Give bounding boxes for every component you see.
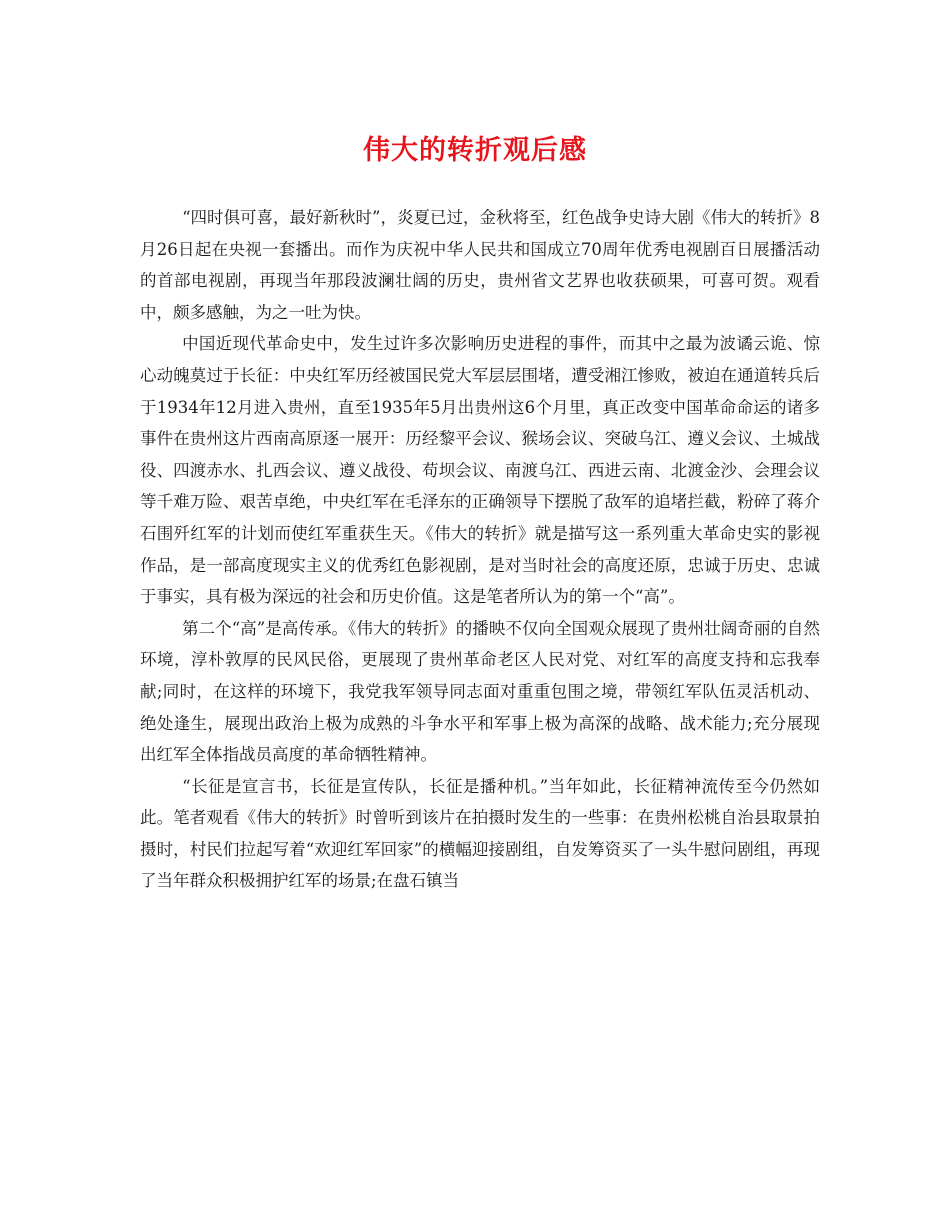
paragraph-3: 第二个“高”是高传承。《伟大的转折》的播映不仅向全国观众展现了贵州壮阔奇丽的自然环境，淳朴敦厚的民风民俗，更展现了贵州革命老区人民对党、对红军的高度支持和忘我奉献;同时，在这样的环境下，我党我军领导同志面对重重包围之境，带领红军队伍灵活机动、绝处逢生，展现出政治上极为成熟的斗争水平和军事上极为高深的战略、战术能力;充分展现出红军全体指战员高度的革命牺牲精神。 <box>140 618 820 765</box>
paragraph-1: “四时俱可喜，最好新秋时”，炎夏已过，金秋将至，红色战争史诗大剧《伟大的转折》8月26日起在央视一套播出。而作为庆祝中华人民共和国成立70周年优秀电视剧百日展播活动的首部电视剧，再现当年那段波澜壮阔的历史，贵州省文艺界也收获硕果，可喜可贺。观看中，颇多感触，为之一吐为快。 <box>140 208 820 322</box>
document-title: 伟大的转折观后感 <box>363 135 587 166</box>
paragraph-2: 中国近现代革命史中，发生过许多次影响历史进程的事件，而其中之最为波谲云诡、惊心动魄莫过于长征：中央红军历经被国民党大军层层围堵，遭受湘江惨败，被迫在通道转兵后于1934年12月进入贵州，直至1935年5月出贵州这6个月里，真正改变中国革命命运的诸多事件在贵州这片西南高原逐一展开：历经黎平会议、猴场会议、突破乌江、遵义会议、土城战役、四渡赤水、扎西会议、遵义战役、苟坝会议、南渡乌江、西进云南、北渡金沙、会理会议等千难万险、艰苦卓绝，中央红军在毛泽东的正确领导下摆脱了敌军的追堵拦截，粉碎了蒋介石围歼红军的计划而使红军重获生天。《伟大的转折》就是描写这一系列重大革命史实的影视作品，是一部高度现实主义的优秀红色影视剧，是对当时社会的高度还原，忠诚于历史、忠诚于事实，具有极为深远的社会和历史价值。这是笔者所认为的第一个“高”。 <box>140 334 820 607</box>
paragraph-4: “长征是宣言书，长征是宣传队，长征是播种机。”当年如此，长征精神流传至今仍然如此。笔者观看《伟大的转折》时曾听到该片在拍摄时发生的一些事：在贵州松桃自治县取景拍摄时，村民们拉起写着“欢迎红军回家”的横幅迎接剧组，自发筹资买了一头牛慰问剧组，再现了当年群众积极拥护红军的场景;在盘石镇当 <box>140 776 820 891</box>
document-body <box>140 202 820 897</box>
